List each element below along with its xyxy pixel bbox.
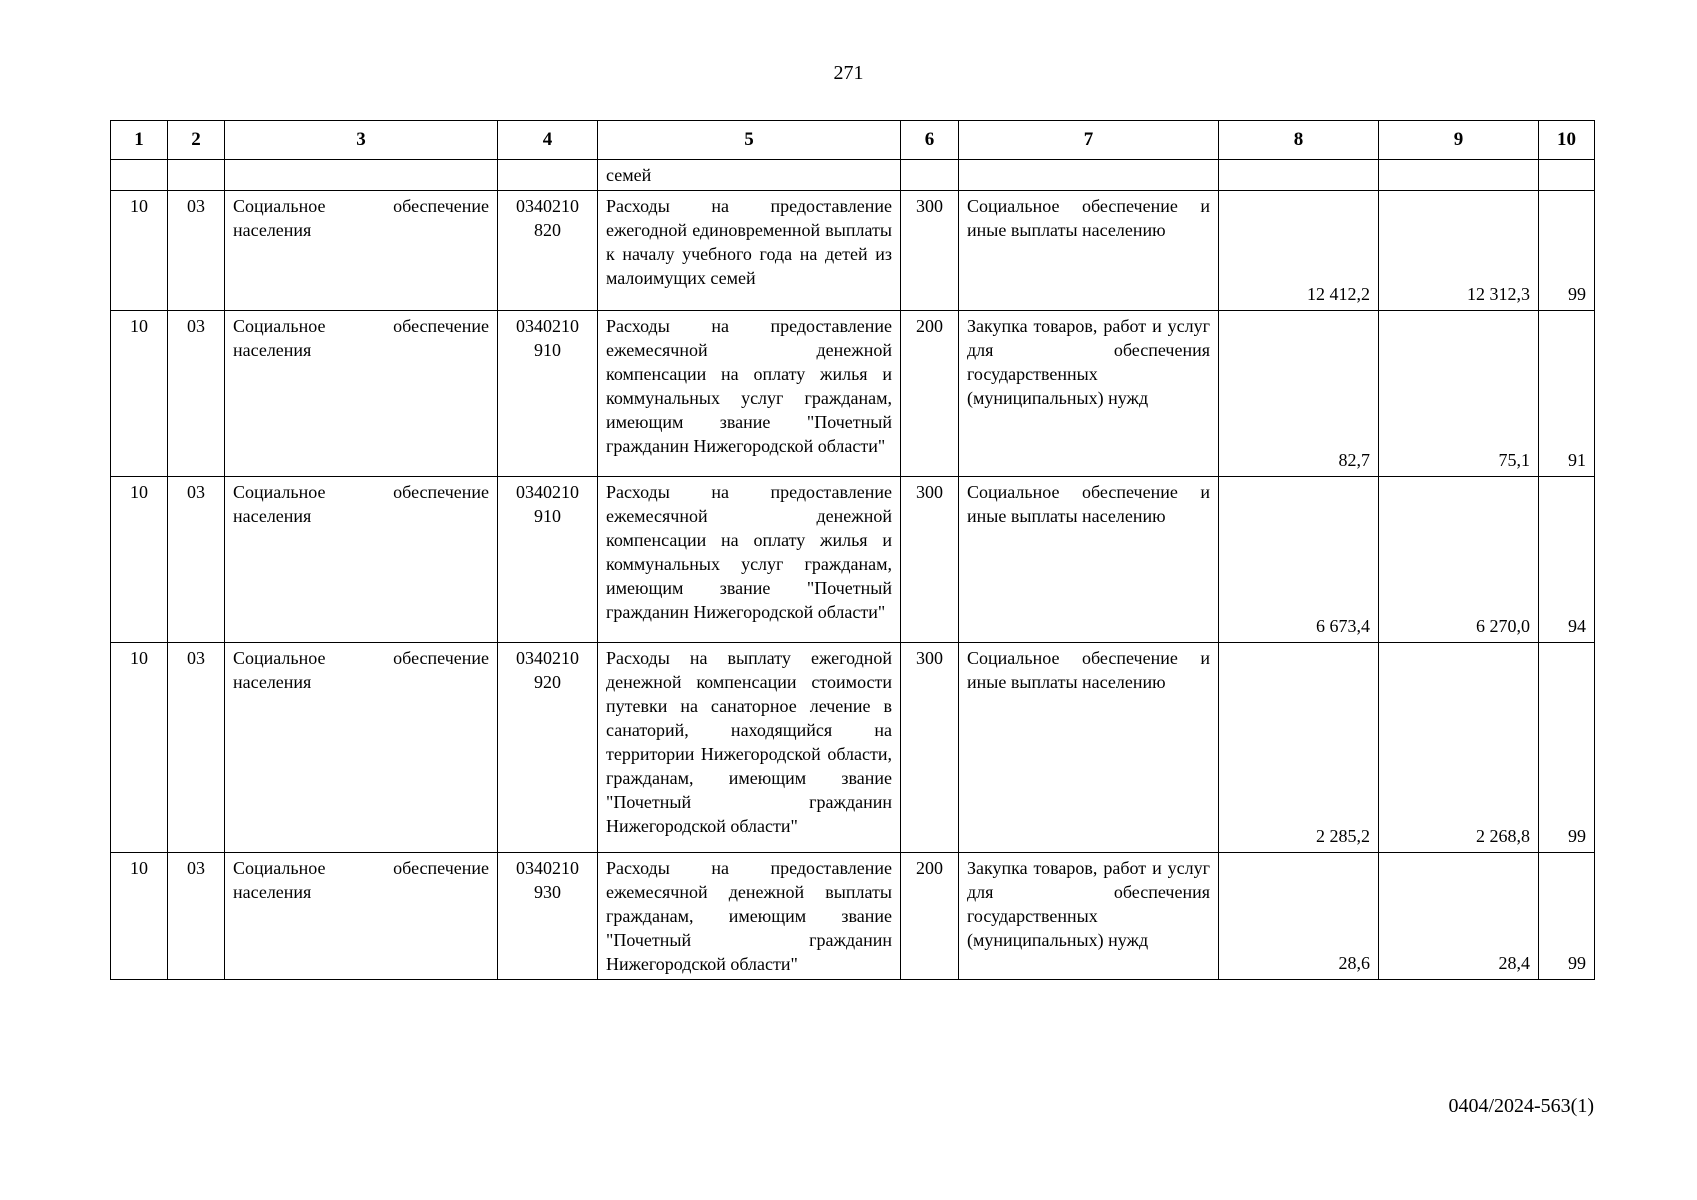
cell-subsection: 03 — [168, 311, 225, 477]
table-row — [111, 853, 1595, 980]
cell-expense-name: Расходы на предоставление ежемесячной денежной компенсации на оплату жилья и коммунальных услуг гражданам, имеющим звание "Почетный гражданин Нижегородской области" — [598, 477, 901, 643]
cell-actual: 6 270,0 — [1379, 477, 1539, 643]
table-row — [111, 311, 1595, 477]
cell-percent: 99 — [1539, 191, 1595, 311]
cell-expense-name: Расходы на выплату ежегодной денежной компенсации стоимости путевки на санаторное лечение в санаторий, находящийся на территории Нижегородской области, гражданам, имеющим звание "Почетный гражданин Нижегородской области" — [598, 643, 901, 853]
cell-section: 10 — [111, 191, 168, 311]
cell-expense-type-name: Социальное обеспечение и иные выплаты населению — [959, 191, 1219, 311]
cell-expense-type-name: Социальное обеспечение и иные выплаты населению — [959, 643, 1219, 853]
cell-c8 — [1219, 160, 1379, 191]
cell-subsection: 03 — [168, 477, 225, 643]
column-header-9: 9 — [1379, 121, 1539, 160]
cell-expense-type: 200 — [901, 311, 959, 477]
cell-expense-type: 200 — [901, 853, 959, 980]
cell-target-article: 0340210 930 — [498, 853, 598, 980]
cell-subsection-name: Социальное обеспечение населения — [225, 477, 498, 643]
cell-c2 — [168, 160, 225, 191]
cell-plan: 2 285,2 — [1219, 643, 1379, 853]
cell-expense-type: 300 — [901, 191, 959, 311]
table-body — [111, 160, 1595, 980]
cell-section: 10 — [111, 311, 168, 477]
cell-subsection: 03 — [168, 643, 225, 853]
cell-c6 — [901, 160, 959, 191]
cell-subsection-name: Социальное обеспечение населения — [225, 311, 498, 477]
cell-c5: семей — [598, 160, 901, 191]
column-header-8: 8 — [1219, 121, 1379, 160]
budget-table — [110, 120, 1595, 980]
cell-expense-name: Расходы на предоставление ежегодной единовременной выплаты к началу учебного года на детей из малоимущих семей — [598, 191, 901, 311]
cell-expense-type: 300 — [901, 643, 959, 853]
cell-expense-type-name: Закупка товаров, работ и услуг для обеспечения государственных (муниципальных) нужд — [959, 311, 1219, 477]
table-row — [111, 477, 1595, 643]
cell-expense-type-name: Закупка товаров, работ и услуг для обеспечения государственных (муниципальных) нужд — [959, 853, 1219, 980]
cell-expense-name: Расходы на предоставление ежемесячной денежной компенсации на оплату жилья и коммунальных услуг гражданам, имеющим звание "Почетный гражданин Нижегородской области" — [598, 311, 901, 477]
column-header-6: 6 — [901, 121, 959, 160]
table-header — [111, 121, 1595, 160]
column-header-3: 3 — [225, 121, 498, 160]
column-header-2: 2 — [168, 121, 225, 160]
cell-plan: 82,7 — [1219, 311, 1379, 477]
column-header-5: 5 — [598, 121, 901, 160]
cell-actual: 75,1 — [1379, 311, 1539, 477]
cell-percent: 99 — [1539, 643, 1595, 853]
cell-c7 — [959, 160, 1219, 191]
column-header-7: 7 — [959, 121, 1219, 160]
continuation-row — [111, 160, 1595, 191]
cell-percent: 91 — [1539, 311, 1595, 477]
cell-actual: 2 268,8 — [1379, 643, 1539, 853]
cell-target-article: 0340210 910 — [498, 477, 598, 643]
column-header-4: 4 — [498, 121, 598, 160]
cell-section: 10 — [111, 853, 168, 980]
page-number: 271 — [833, 62, 864, 84]
document-code: 0404/2024-563(1) — [1448, 1095, 1594, 1117]
cell-target-article: 0340210 820 — [498, 191, 598, 311]
cell-section: 10 — [111, 477, 168, 643]
cell-subsection-name: Социальное обеспечение населения — [225, 643, 498, 853]
cell-expense-name: Расходы на предоставление ежемесячной денежной выплаты гражданам, имеющим звание "Почетный гражданин Нижегородской области" — [598, 853, 901, 980]
cell-percent: 99 — [1539, 853, 1595, 980]
header-row — [111, 121, 1595, 160]
cell-c4 — [498, 160, 598, 191]
cell-subsection-name: Социальное обеспечение населения — [225, 853, 498, 980]
cell-c1 — [111, 160, 168, 191]
cell-subsection: 03 — [168, 191, 225, 311]
cell-actual: 28,4 — [1379, 853, 1539, 980]
cell-plan: 28,6 — [1219, 853, 1379, 980]
table-row — [111, 191, 1595, 311]
table-row — [111, 643, 1595, 853]
cell-c3 — [225, 160, 498, 191]
cell-subsection-name: Социальное обеспечение населения — [225, 191, 498, 311]
cell-plan: 12 412,2 — [1219, 191, 1379, 311]
column-header-1: 1 — [111, 121, 168, 160]
cell-subsection: 03 — [168, 853, 225, 980]
cell-actual: 12 312,3 — [1379, 191, 1539, 311]
cell-percent: 94 — [1539, 477, 1595, 643]
cell-c10 — [1539, 160, 1595, 191]
cell-expense-type: 300 — [901, 477, 959, 643]
cell-target-article: 0340210 920 — [498, 643, 598, 853]
cell-plan: 6 673,4 — [1219, 477, 1379, 643]
cell-section: 10 — [111, 643, 168, 853]
cell-expense-type-name: Социальное обеспечение и иные выплаты населению — [959, 477, 1219, 643]
column-header-10: 10 — [1539, 121, 1595, 160]
cell-target-article: 0340210 910 — [498, 311, 598, 477]
cell-c9 — [1379, 160, 1539, 191]
